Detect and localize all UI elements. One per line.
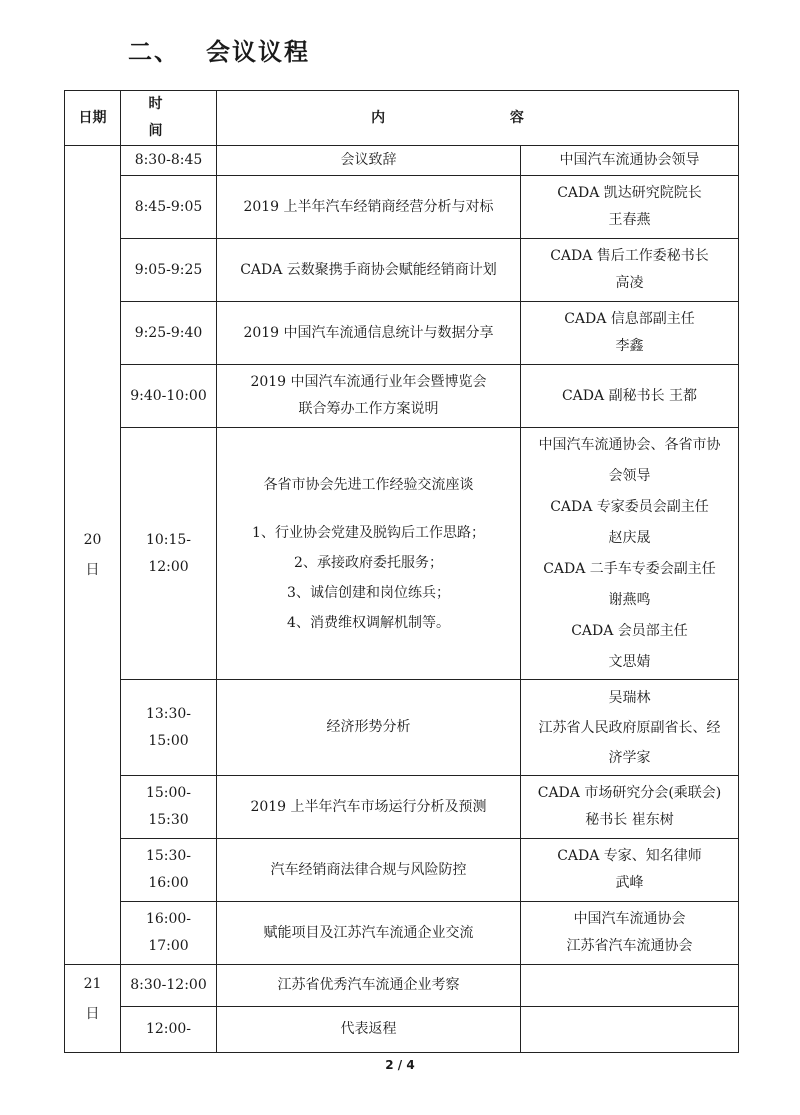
speaker-line: 高凌 (615, 275, 644, 291)
time-cell: 9:25-9:40 (121, 302, 217, 365)
speaker-line: 中国汽车流通协会领导 (559, 152, 700, 168)
speaker-cell (521, 839, 739, 902)
content-item: 3、诚信创建和岗位练兵； (287, 584, 450, 601)
time-cell: 13:30-15:00 (121, 680, 217, 776)
time-cell: 8:45-9:05 (121, 176, 217, 239)
content-cell (217, 902, 521, 965)
time-cell: 15:30-16:00 (121, 839, 217, 902)
content-cell (217, 680, 521, 776)
date-cell-20 (65, 146, 121, 965)
content-cell (217, 365, 521, 428)
table-row (65, 428, 739, 680)
table-row (65, 776, 739, 839)
content-line: 联合筹办工作方案说明 (298, 401, 439, 417)
speaker-cell (521, 239, 739, 302)
speaker-line: 李鑫 (615, 338, 644, 354)
speaker-line: 会领导 (608, 467, 651, 484)
header-content: 内 容 (217, 91, 739, 146)
speaker-line: CADA 信息部副主任 (564, 311, 695, 327)
speaker-cell (521, 1007, 739, 1053)
speaker-line: CADA 市场研究分会(乘联会) (537, 785, 722, 801)
content-title: 各省市协会先进工作经验交流座谈 (263, 476, 474, 493)
content-cell (217, 965, 521, 1007)
speaker-line: 江苏省汽车流通协会 (566, 938, 693, 954)
speaker-line: 秘书长 崔东树 (585, 812, 674, 828)
date-day: 21 (83, 976, 102, 992)
section-number: 二、 (128, 38, 180, 66)
speaker-line: 中国汽车流通协会、各省市协 (538, 436, 721, 453)
date-unit: 日 (85, 562, 100, 578)
content-line: 2019 中国汽车流通信息统计与数据分享 (243, 324, 494, 341)
speaker-line: 济学家 (608, 749, 651, 766)
table-row (65, 839, 739, 902)
content-item: 1、行业协会党建及脱钩后工作思路； (252, 524, 485, 541)
speaker-line: 王春燕 (608, 212, 651, 228)
content-cell (217, 239, 521, 302)
speaker-line: 中国汽车流通协会 (573, 911, 686, 927)
speaker-cell (521, 902, 739, 965)
date-unit: 日 (85, 1006, 100, 1022)
agenda-table (64, 90, 739, 1053)
speaker-cell (521, 146, 739, 176)
time-cell: 9:40-10:00 (121, 365, 217, 428)
content-line: 江苏省优秀汽车流通企业考察 (277, 977, 460, 993)
time-cell: 8:30-8:45 (121, 146, 217, 176)
content-line: CADA 云数聚携手商协会赋能经销商计划 (240, 261, 497, 278)
page-number: 2 / 4 (385, 1058, 415, 1072)
speaker-cell (521, 965, 739, 1007)
speaker-cell (521, 428, 739, 680)
speaker-cell (521, 365, 739, 428)
speaker-line: 吴瑞林 (608, 689, 651, 706)
content-line: 汽车经销商法律合规与风险防控 (270, 861, 467, 878)
content-cell (217, 1007, 521, 1053)
time-cell: 8:30-12:00 (121, 965, 217, 1007)
time-cell: 10:15-12:00 (121, 428, 217, 680)
content-cell (217, 146, 521, 176)
speaker-line: 赵庆晟 (608, 529, 651, 546)
table-row (65, 239, 739, 302)
time-cell: 12:00- (121, 1007, 217, 1053)
speaker-cell (521, 680, 739, 776)
speaker-cell (521, 176, 739, 239)
time-cell: 9:05-9:25 (121, 239, 217, 302)
section-heading: 会议议程 (206, 38, 310, 66)
table-row (65, 902, 739, 965)
table-row (65, 1007, 739, 1053)
header-date: 日期 (65, 91, 121, 146)
speaker-line: 江苏省人民政府原副省长、经 (538, 719, 721, 736)
header-row (65, 91, 739, 146)
speaker-line: CADA 售后工作委秘书长 (550, 248, 709, 264)
time-cell: 16:00-17:00 (121, 902, 217, 965)
table-row (65, 965, 739, 1007)
time-cell: 15:00-15:30 (121, 776, 217, 839)
speaker-cell (521, 776, 739, 839)
table-row (65, 365, 739, 428)
content-line: 2019 上半年汽车经销商经营分析与对标 (243, 198, 494, 215)
content-cell (217, 302, 521, 365)
header-time: 时 间 (121, 91, 217, 146)
content-item: 2、承接政府委托服务； (294, 554, 443, 571)
content-cell (217, 428, 521, 680)
date-day: 20 (83, 532, 102, 548)
content-line: 会议致辞 (340, 152, 397, 168)
section-title (128, 32, 310, 67)
table-row (65, 680, 739, 776)
speaker-line: CADA 专家委员会副主任 (550, 498, 709, 515)
content-line: 经济形势分析 (326, 719, 411, 735)
content-line: 2019 上半年汽车市场运行分析及预测 (250, 798, 487, 815)
speaker-cell (521, 302, 739, 365)
content-line: 2019 中国汽车流通行业年会暨博览会 (250, 374, 487, 390)
table-row (65, 146, 739, 176)
content-cell (217, 776, 521, 839)
speaker-line: CADA 凯达研究院院长 (557, 185, 702, 201)
speaker-line: CADA 副秘书长 王都 (561, 387, 698, 404)
table-row (65, 176, 739, 239)
speaker-line: CADA 二手车专委会副主任 (543, 560, 716, 577)
speaker-line: CADA 会员部主任 (571, 622, 688, 639)
speaker-line: CADA 专家、知名律师 (557, 848, 702, 864)
content-cell (217, 839, 521, 902)
content-line: 代表返程 (340, 1021, 397, 1037)
content-line: 赋能项目及江苏汽车流通企业交流 (263, 924, 474, 941)
speaker-line: 文思婧 (608, 653, 651, 670)
speaker-line: 谢燕鸣 (608, 591, 651, 608)
content-cell (217, 176, 521, 239)
table-row (65, 302, 739, 365)
date-cell-21 (65, 965, 121, 1053)
content-item: 4、消费维权调解机制等。 (287, 614, 450, 631)
speaker-line: 武峰 (615, 875, 644, 891)
